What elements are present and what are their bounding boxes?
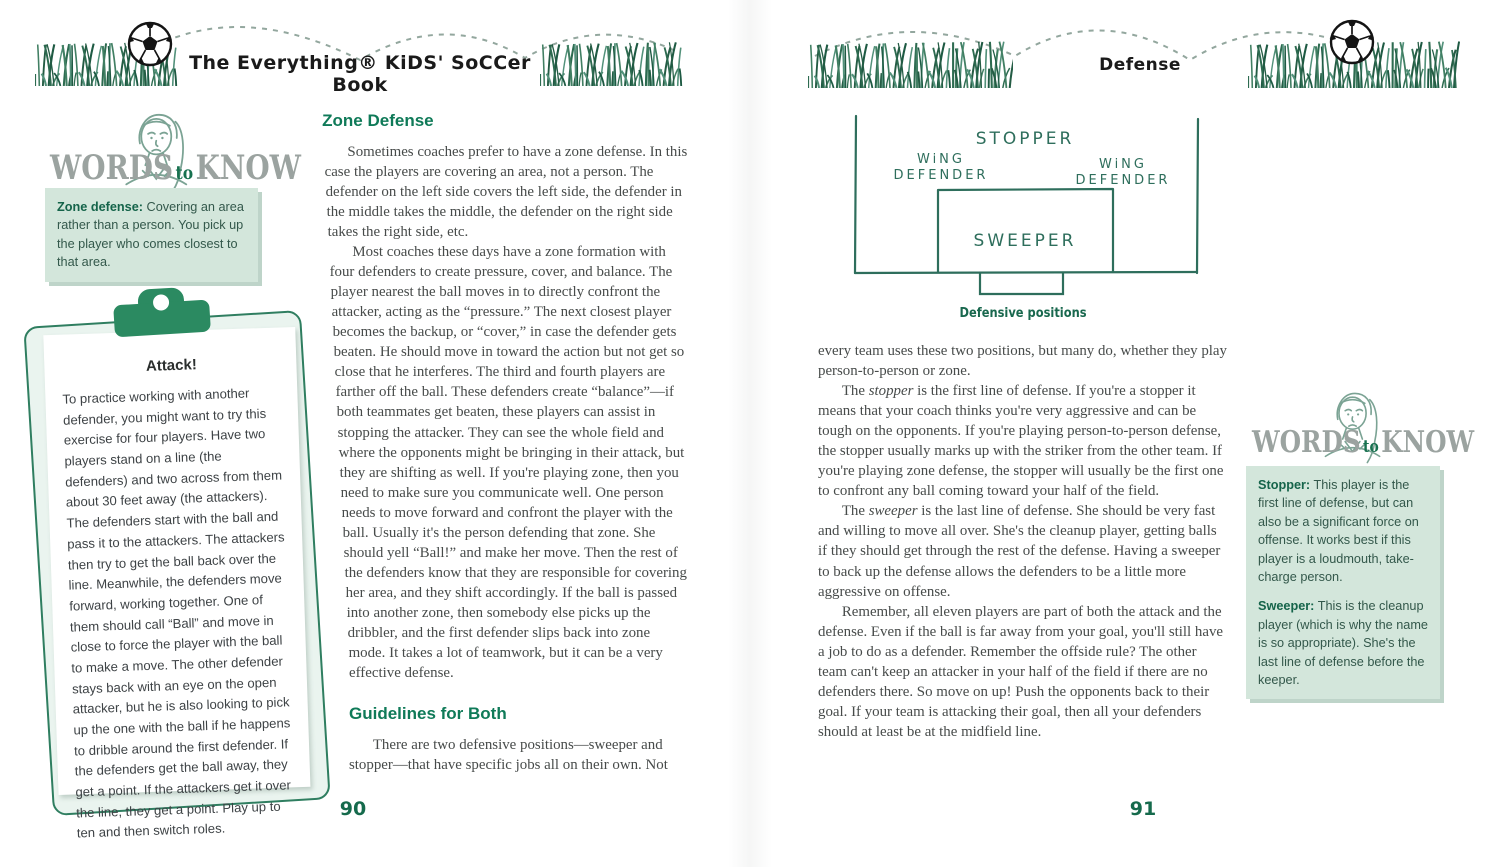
text-segment: is the first line of defense. If you're a stopper it means that your coach thinks you're very aggressive and can be tough on the opponents. If you're playing person-to-person defense, the stopper usually marks up with the striker from the other team. If you're playing zone defense, the stopper will usually be the first one to confront any ball coming toward your half of the field. [818, 383, 1224, 500]
diagram-label-sweeper: SWEEPER [973, 231, 1077, 251]
words-label: WORDS [50, 148, 174, 188]
paragraph: every team uses these two positions, but many do, whether they play person-to-person or zone. [818, 343, 1227, 380]
page-number-right: 91 [1129, 798, 1157, 820]
words-to-know-heading [50, 148, 301, 188]
soccer-ball-icon [1328, 18, 1376, 66]
diagram-caption: Defensive positions [959, 306, 1087, 321]
term-stopper: Stopper: [1258, 478, 1311, 492]
term-zone-defense: Zone defense: [57, 200, 144, 214]
words-label: WORDS [1252, 425, 1361, 460]
soccer-ball-icon [126, 20, 174, 68]
book-title: The Everything® KiDS' SoCCer Book [189, 52, 531, 96]
attack-card-body: To practice working with another defender, you might want to try this exercise for four players. Have two players stand on a line (the defenders) and two across from them about 30 feet away (the attackers). The defenders start with the ball and pass it to the attackers. The attackers then try to get the ball back over the line. Meanwhile, the defenders move forward, working together. One of them should call “Ball” and move in close to force the player with the ball to make a move. The other defender stays back with an eye on the open attacker, but he is also looking to pick up the one with the ball if he happens to dribble around the first defender. If the defenders get the ball away, they get a point. If the attackers get it over the line, they get a point. Play up to ten and then switch roles. [62, 385, 292, 841]
words-to-know-box [45, 188, 258, 282]
chapter-title: Defense [1099, 55, 1181, 75]
definition-stopper: This player is the first line of defense, but can also be a significant force on offense. It works best if this player is a loudmouth, take-charge person. [1258, 478, 1419, 585]
page-number-left: 90 [339, 798, 367, 820]
paragraph: There are two defensive positions—sweeper and stopper—that have specific jobs all on their own. Not [349, 736, 668, 774]
diagram-label-wing-left-2: DEFENDER [893, 168, 989, 183]
to-label: to [175, 162, 194, 184]
know-label: KNOW [195, 148, 301, 188]
page-gutter [728, 0, 772, 867]
term-sweeper: Sweeper: [1258, 599, 1315, 614]
italic-term-sweeper: sweeper [868, 503, 918, 520]
definition-sweeper: This is the cleanup player (which is why the name is so appropriate). She's the last line of defense before the keeper. [1258, 599, 1428, 688]
text-segment: The [841, 503, 869, 520]
section-heading-zone-defense: Zone Defense [322, 111, 434, 130]
attack-clipboard [23, 310, 330, 841]
to-label: to [1363, 437, 1379, 457]
text-segment: is the last line of defense. She should be very fast and willing to move all over. She's the cleanup player, getting balls if they should get through the rest of the defense. Having a sweeper to back up the defense allows the defenders to be a little more aggressive on offense. [818, 503, 1221, 600]
section-heading-guidelines: Guidelines for Both [349, 704, 507, 724]
words-to-know-box [1246, 466, 1440, 699]
words-to-know-heading [1252, 425, 1475, 460]
know-label: KNOW [1381, 425, 1475, 460]
diagram-label-wing-right-2: DEFENDER [1075, 173, 1171, 188]
grass-icon [540, 36, 685, 86]
field-left-line [855, 116, 856, 273]
definition-entry [1258, 476, 1428, 586]
definition-zone-defense: Covering an area rather than a person. You pick up the player who comes closest to that area. [57, 200, 244, 270]
diagram-label-wing-left: WiNG [917, 152, 965, 167]
italic-term-stopper: stopper [868, 383, 914, 400]
clipboard-paper [43, 327, 310, 841]
attack-card-title: Attack! [145, 356, 198, 375]
grass-icon [808, 36, 1013, 88]
paragraph [818, 381, 1227, 501]
right-text-column [818, 341, 1227, 742]
left-text-column [275, 110, 688, 792]
paragraph [818, 501, 1227, 601]
definition-entry [1258, 597, 1428, 689]
defensive-positions-diagram [853, 110, 1201, 322]
paragraph: Remember, all eleven players are part of both the attack and the defense. Even if the ball is far away from your goal, you'll still have a job to do as a defender. Remember the offside rule? The other team can't keep an attacker in your half of the field if there are no defenders there. So move on up! Push the opponents back to their goal. If your team is attacking their goal, then all your defenders should at least be at the midfield line. [818, 603, 1224, 740]
diagram-label-stopper: STOPPER [975, 129, 1075, 149]
diagram-label-wing-right: WiNG [1099, 157, 1147, 172]
paragraph: Sometimes coaches prefer to have a zone defense. In this case the players are covering an area, not a person. The defender on the left side covers the left side, the defender in the middle takes the middle, the defender on the right side takes the right side, etc. [324, 143, 688, 241]
text-segment: The [841, 383, 869, 400]
paragraph: Most coaches these days have a zone formation with four defenders to create pressure, cover, and balance. The player nearest the ball moves in to directly confront the attacker, acting as the “pressure.” The next closest player becomes the backup, or “cover,” in case the defender gets beaten. He should move in toward the action but not get so close that he interferes. The third and fourth players are farther off the ball. These defenders create “balance”—if both teammates get beaten, these players can assist in stopping the attacker. They can see the whole field and where the opponents might be bringing in their attack, but they are shifting as well. If you're playing zone, then you need to make sure you communicate well. One person needs to move forward and confront the player with the ball. Usually it's the person defending that zone. She should yell “Ball!” and make her move. Then the rest of the defenders know that they are responsible for covering her area, and they shift accordingly. If the ball is passed into another zone, then somebody else picks up the dribbler, and the first defender slips back into zone mode. It takes a lot of teamwork, but it can be a very effective defense. [329, 244, 687, 682]
